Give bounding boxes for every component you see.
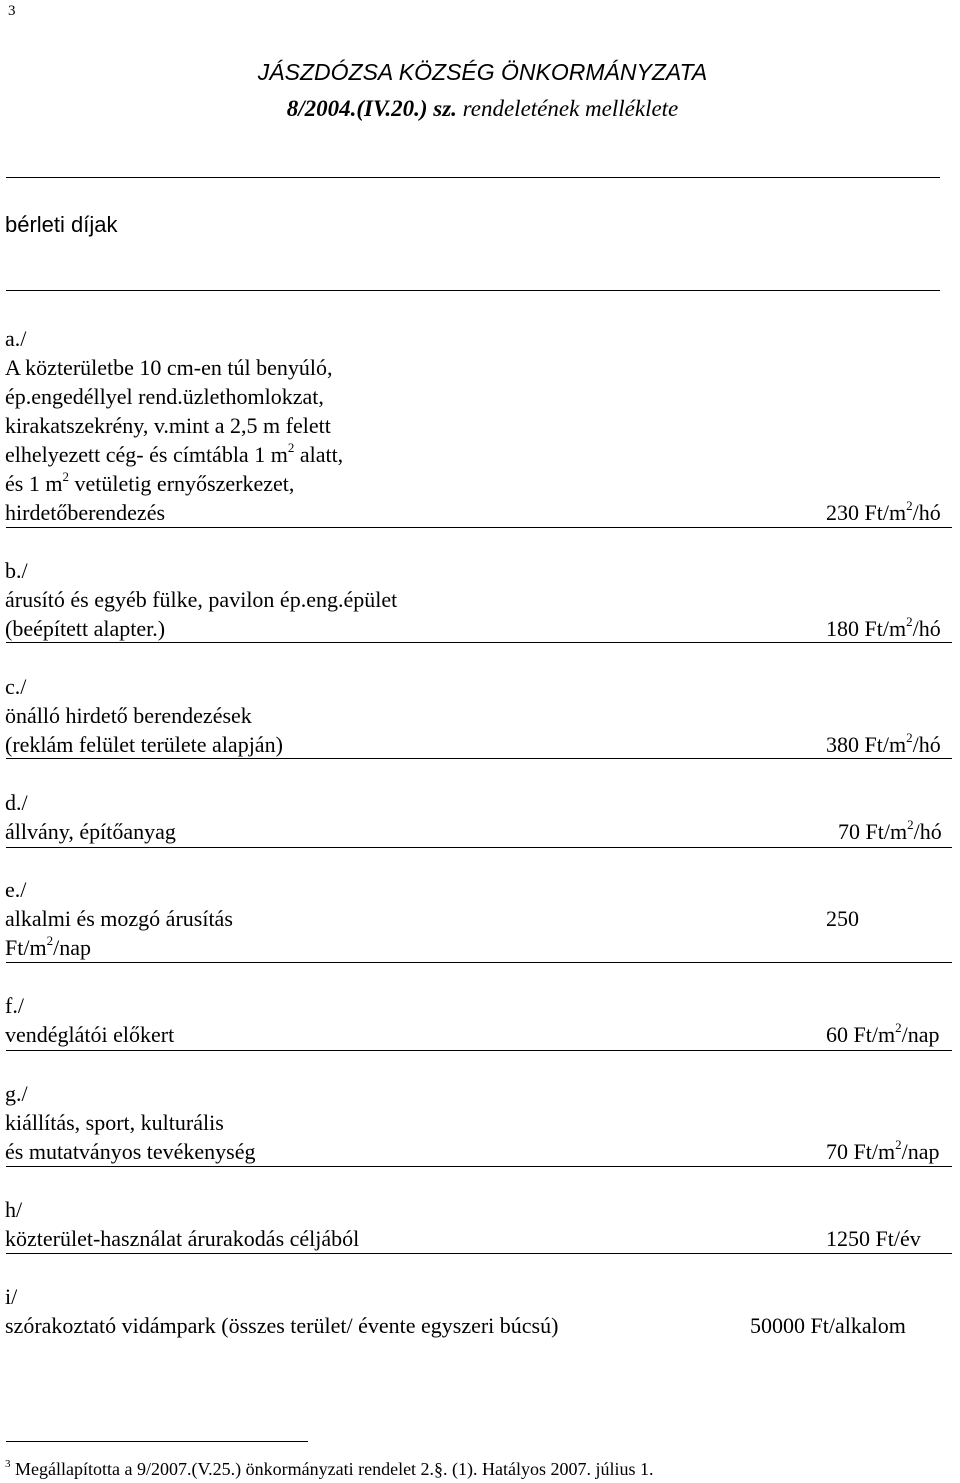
item-b-line-1: árusító és egyéb fülke, pavilon ép.eng.épület: [5, 587, 398, 612]
item-c-rate: 380 $Ft/m^2/hó$: [826, 729, 941, 757]
item-h-letter: h/: [5, 1197, 23, 1222]
item-a-line-1: A közterületbe 10 cm-en túl benyúló,: [5, 355, 333, 380]
item-f-letter: f./: [5, 993, 24, 1018]
section-title: bérleti díjak: [5, 212, 118, 237]
divider: [6, 290, 940, 291]
item-e-line-2: $Ft/m^2$/nap: [5, 932, 91, 960]
item-i-letter: i/: [5, 1284, 18, 1309]
footnote: [5, 1460, 654, 1478]
item-a-letter: a./: [5, 326, 27, 351]
item-d-letter: d./: [5, 790, 28, 815]
item-h-line-1: közterület-használat árurakodás céljából: [5, 1226, 360, 1251]
item-c-line-1: önálló hirdető berendezések: [5, 703, 252, 728]
item-i-line-1: szórakoztató vidámpark (összes terület/ évente egyszeri búcsú): [5, 1313, 559, 1338]
item-b-line-2: (beépített alapter.): [5, 616, 166, 641]
item-a-line-4: elhelyezett cég- és címtábla 1 $m^2$ alatt,: [5, 439, 344, 467]
divider: [6, 527, 952, 528]
decree-number: 8/2004.(IV.20.) sz.: [286, 96, 457, 121]
item-a-rate: 230 $Ft/m^2/hó$: [826, 497, 941, 525]
page-number: 3: [8, 3, 16, 19]
item-i-rate: 50000 Ft/alkalom: [750, 1313, 906, 1338]
divider: [6, 1253, 952, 1254]
divider: [6, 1166, 952, 1167]
item-a-line-6: hirdetőberendezés: [5, 500, 166, 525]
decree-annex-label: rendeletének melléklete: [456, 96, 679, 121]
footnote-separator: [6, 1441, 308, 1442]
item-e-letter: e./: [5, 877, 27, 902]
header-divider: [6, 177, 940, 178]
item-a-line-2: ép.engedéllyel rend.üzlethomlokzat,: [5, 384, 324, 409]
item-b-rate: 180 $Ft/m^2/hó$: [826, 613, 941, 641]
item-b-letter: b./: [5, 558, 28, 583]
item-c-line-2: (reklám felület területe alapján): [5, 732, 283, 757]
item-g-rate: 70 $Ft/m^2$/nap: [826, 1136, 940, 1164]
divider: [6, 642, 952, 643]
divider: [6, 847, 952, 848]
divider: [6, 962, 952, 963]
item-d-rate: 70 $Ft/m^2/hó$: [838, 816, 942, 844]
item-e-rate: 250: [826, 906, 859, 931]
item-a-line-5: és 1 $m^2$ vetületig ernyőszerkezet,: [5, 468, 295, 496]
footnote-text: Megállapította a 9/2007.(V.25.) önkormányzati rendelet 2.§. (1). Hatályos 2007. július 1.: [10, 1459, 654, 1479]
footnote-marker: 3: [5, 1458, 11, 1470]
item-f-rate: 60 $Ft/m^2$/nap: [826, 1019, 940, 1047]
item-g-line-1: kiállítás, sport, kulturális: [5, 1110, 224, 1135]
item-d-line-1: állvány, építőanyag: [5, 819, 176, 844]
item-g-letter: g./: [5, 1081, 28, 1106]
page-subtitle: [0, 97, 960, 120]
divider: [6, 758, 952, 759]
item-f-line-1: vendéglátói előkert: [5, 1022, 175, 1047]
item-e-line-1: alkalmi és mozgó árusítás: [5, 906, 233, 931]
item-c-letter: c./: [5, 674, 27, 699]
item-g-line-2: és mutatványos tevékenység: [5, 1139, 256, 1164]
divider: [6, 1050, 952, 1051]
item-a-line-3: kirakatszekrény, v.mint a 2,5 m felett: [5, 413, 331, 438]
item-h-rate: 1250 Ft/év: [826, 1226, 921, 1251]
page-title: JÁSZDÓZSA KÖZSÉG ÖNKORMÁNYZATA: [257, 59, 708, 85]
